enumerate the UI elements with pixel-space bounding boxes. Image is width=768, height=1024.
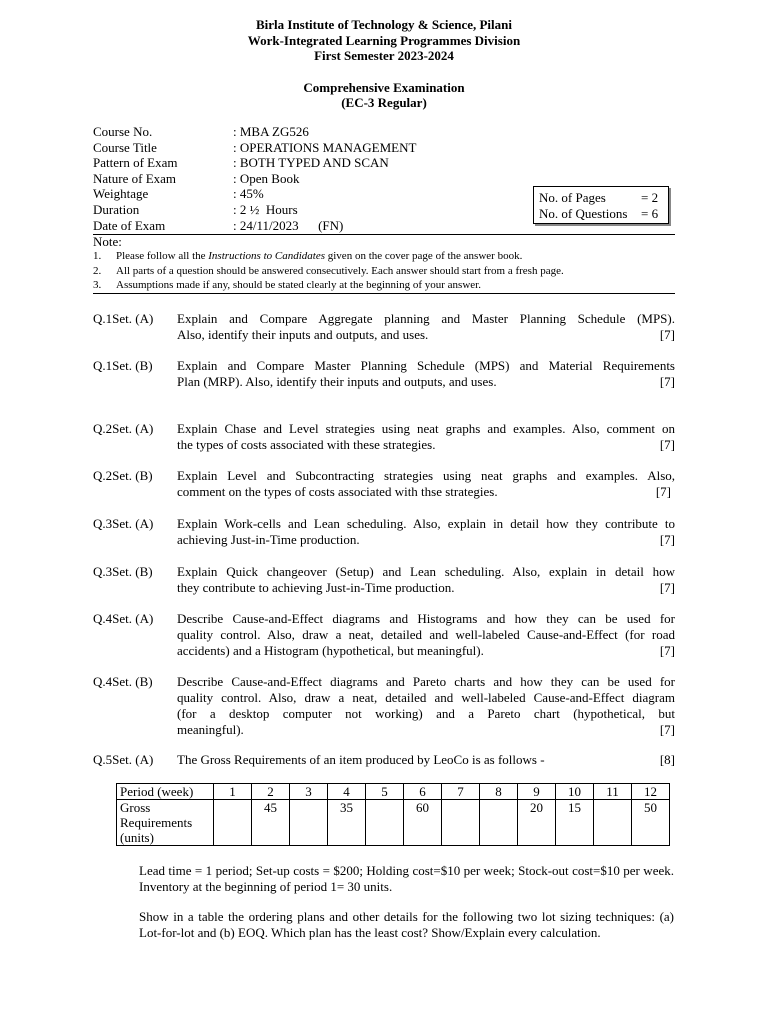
info-label: Duration	[93, 201, 140, 217]
question-label: Q.1Set. (B)	[93, 358, 153, 373]
note-title: Note:	[93, 234, 122, 249]
question-label: Q.5Set. (A)	[93, 752, 154, 767]
question-marks: [7]	[659, 437, 675, 452]
question-line: they contribute to achieving Just-in-Time production.	[177, 580, 455, 595]
problem-parameters: Lead time = 1 period; Set-up costs = $200; Holding cost=$10 per week; Stock-out cost=$10 per week. Inventory at the beginning of period 1= 30 units.	[139, 863, 674, 894]
value-cell: 35	[328, 800, 366, 846]
question-marks: [7]	[659, 643, 675, 658]
exam-title: Comprehensive Examination	[303, 80, 465, 95]
question-line: achieving Just-in-Time production.	[177, 532, 360, 547]
info-label: Pattern of Exam	[93, 155, 178, 171]
note-item	[93, 249, 675, 264]
info-row	[93, 155, 573, 171]
period-cell: 2	[252, 784, 290, 800]
value-cell	[290, 800, 328, 846]
row-label-line: Requirements	[120, 815, 193, 830]
info-row	[93, 186, 573, 202]
pages-label: No. of Pages	[539, 190, 606, 205]
question-line: quality control. Also, draw a neat, detailed and well-labeled Cause-and-Effect diagram	[177, 690, 675, 705]
question-label: Q.4Set. (A)	[93, 611, 154, 626]
period-cell: 8	[480, 784, 518, 800]
value-cell: 60	[404, 800, 442, 846]
notes-list	[93, 249, 675, 293]
note-text: Please follow all the	[116, 250, 209, 262]
info-row	[93, 171, 573, 187]
note-emphasis: Instructions to Candidates	[208, 250, 325, 262]
question-marks: [7]	[655, 484, 671, 499]
question-line: Explain Work-cells and Lean scheduling. Also, explain in detail how they contribute to	[177, 516, 675, 531]
info-value: : Open Book	[233, 170, 300, 186]
divider	[93, 293, 675, 294]
question-line: quality control. Also, draw a neat, detailed and well-labeled Cause-and-Effect (for road	[177, 627, 675, 642]
info-label: Nature of Exam	[93, 170, 177, 186]
period-cell: 9	[518, 784, 556, 800]
question-marks: [7]	[659, 327, 675, 342]
exam-subtitle: (EC-3 Regular)	[341, 95, 427, 110]
value-cell	[594, 800, 632, 846]
gross-requirements-table	[116, 783, 670, 846]
questions-label: No. of Questions	[539, 206, 628, 221]
question-line: Explain and Compare Aggregate planning and Master Planning Schedule (MPS).	[177, 311, 675, 326]
note-text-end: given on the cover page of the answer book.	[325, 250, 523, 262]
questions-value: = 6	[641, 206, 659, 221]
value-cell: 20	[518, 800, 556, 846]
note-text: Assumptions made if any, should be stated clearly at the beginning of your answer.	[116, 279, 481, 291]
question-line: Explain Quick changeover (Setup) and Lean scheduling. Also, explain in detail how	[177, 564, 675, 579]
note-item	[93, 264, 675, 279]
table-header-label: Period (week)	[117, 784, 214, 800]
note-number: 1.	[93, 250, 102, 262]
info-label: Course Title	[93, 139, 157, 155]
value-cell	[366, 800, 404, 846]
value-cell: 50	[632, 800, 670, 846]
question-line: comment on the types of costs associated with thse strategies.	[177, 484, 498, 499]
info-row	[93, 124, 573, 140]
period-cell: 6	[404, 784, 442, 800]
period-cell: 1	[214, 784, 252, 800]
info-row	[93, 140, 573, 156]
question-line: meaningful).	[177, 722, 244, 737]
question-line: Describe Cause-and-Effect diagrams and Pareto charts and how they can be used for	[177, 674, 675, 689]
info-value: : MBA ZG526	[233, 124, 309, 139]
value-cell	[442, 800, 480, 846]
info-value: : 24/11/2023 (FN)	[233, 217, 344, 233]
problem-instructions: Show in a table the ordering plans and other details for the following two lot sizing techniques: (a) Lot-for-lot and (b) EOQ. Which plan has the least cost? Show/Explain every calculation.	[139, 909, 674, 940]
value-cell	[480, 800, 518, 846]
question-line: Describe Cause-and-Effect diagrams and Histograms and how they can be used for	[177, 611, 675, 626]
value-cell: 45	[252, 800, 290, 846]
value-cell: 15	[556, 800, 594, 846]
question-line: (for a desktop computer not working) and a Pareto chart (hypothetical, but	[177, 706, 675, 721]
info-row	[93, 202, 573, 218]
divider	[93, 234, 675, 235]
institute-name: Birla Institute of Technology & Science, Pilani	[255, 17, 513, 32]
period-cell: 7	[442, 784, 480, 800]
question-label: Q.1Set. (A)	[93, 311, 154, 326]
note-number: 3.	[93, 279, 102, 291]
row-label-line: Gross	[120, 800, 151, 815]
period-cell: 4	[328, 784, 366, 800]
row-label-line: (units)	[120, 830, 154, 845]
period-cell: 5	[366, 784, 404, 800]
info-value: : OPERATIONS MANAGEMENT	[233, 139, 417, 155]
question-marks: [7]	[659, 374, 675, 389]
note-item	[93, 278, 675, 293]
question-marks: [7]	[659, 580, 675, 595]
course-info	[93, 124, 573, 233]
question-line: Plan (MRP). Also, identify their inputs and outputs, and uses.	[177, 374, 497, 389]
info-label: Date of Exam	[93, 217, 166, 233]
period-cell: 11	[594, 784, 632, 800]
period-cell: 12	[632, 784, 670, 800]
division-name: Work-Integrated Learning Programmes Division	[247, 33, 521, 48]
info-value: : BOTH TYPED AND SCAN	[233, 155, 389, 171]
pages-box	[533, 186, 669, 224]
semester: First Semester 2023-2024	[314, 48, 454, 63]
question-marks: [7]	[659, 532, 675, 547]
question-line: Also, identify their inputs and outputs, and uses.	[177, 327, 429, 342]
question-label: Q.2Set. (A)	[93, 421, 154, 436]
note-text: All parts of a question should be answered consecutively. Each answer should start from a fresh page.	[116, 264, 564, 277]
info-value: : 45%	[233, 186, 264, 202]
table-row	[117, 800, 670, 846]
question-line: Explain and Compare Master Planning Schedule (MPS) and Material Requirements	[177, 358, 675, 373]
period-cell: 10	[556, 784, 594, 800]
question-line: The Gross Requirements of an item produced by LeoCo is as follows -	[177, 752, 545, 767]
question-line: the types of costs associated with these strategies.	[177, 437, 436, 452]
note-number: 2.	[93, 264, 102, 277]
info-value: : 2 ½ Hours	[233, 201, 298, 217]
question-marks: [7]	[659, 722, 675, 737]
question-line: Explain Level and Subcontracting strategies using neat graphs and examples. Also,	[177, 468, 675, 483]
row-label	[117, 800, 214, 846]
info-row	[93, 218, 573, 234]
period-cell: 3	[290, 784, 328, 800]
question-line: Explain Chase and Level strategies using neat graphs and examples. Also, comment on	[177, 421, 675, 436]
table-row	[117, 784, 670, 800]
value-cell	[214, 800, 252, 846]
question-marks: [8]	[659, 752, 675, 767]
info-label: Weightage	[93, 186, 149, 202]
question-label: Q.3Set. (B)	[93, 564, 153, 579]
question-line: accidents) and a Histogram (hypothetical, but meaningful).	[177, 643, 484, 658]
question-label: Q.4Set. (B)	[93, 674, 153, 689]
question-label: Q.2Set. (B)	[93, 468, 153, 483]
question-label: Q.3Set. (A)	[93, 516, 154, 531]
info-label: Course No.	[93, 124, 153, 139]
pages-value: = 2	[641, 190, 659, 205]
